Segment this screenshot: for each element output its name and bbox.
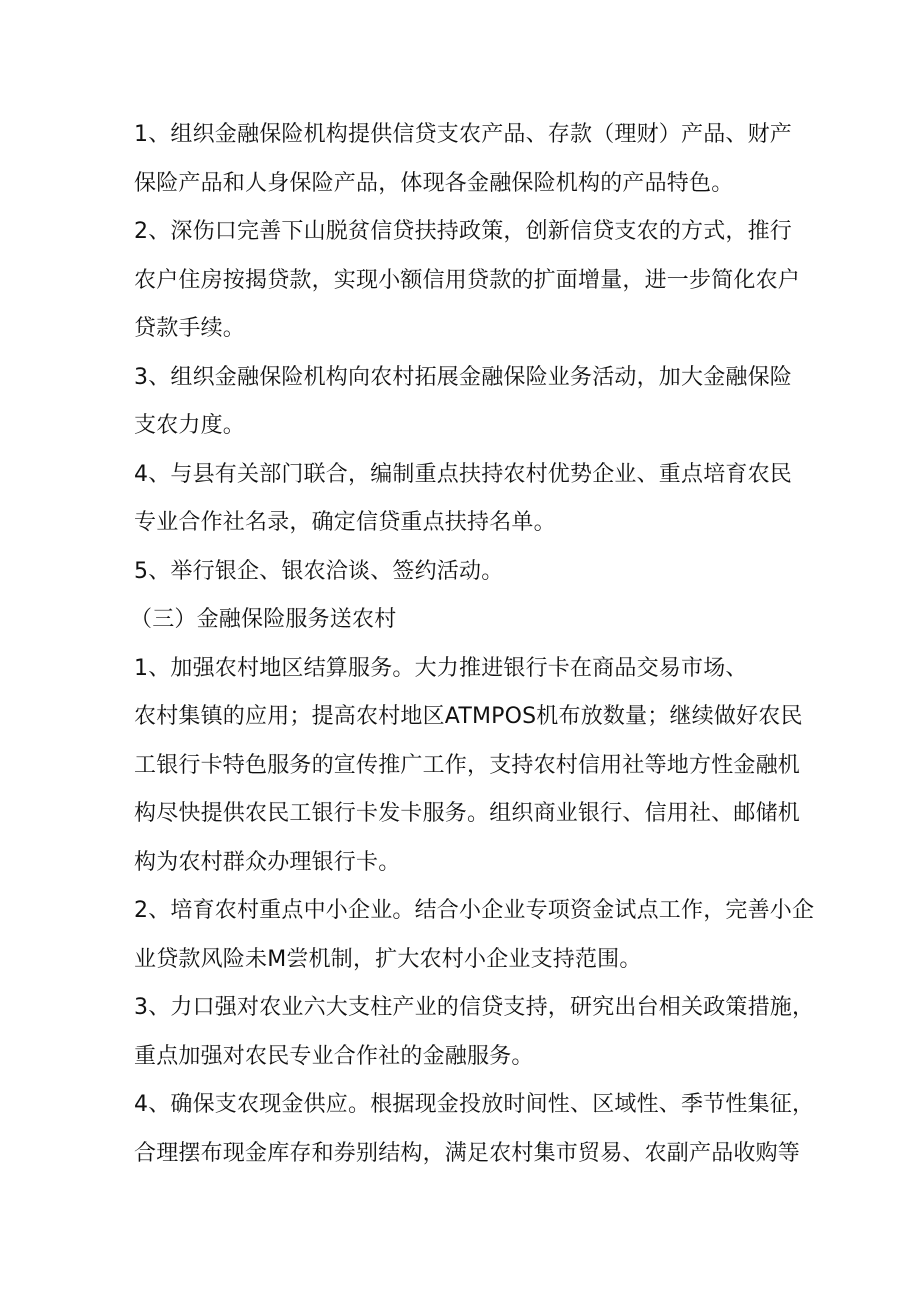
paragraph-line: 贷款手续。	[134, 316, 246, 341]
paragraph-line: 农户住房按揭贷款，实现小额信用贷款的扩面增量，进一步简化农户	[134, 267, 801, 293]
paragraph-line: 4、确保支农现金供应。根据现金投放时间性、区域性、季节性集征，	[134, 1092, 815, 1117]
paragraph-line: 构为农村群众办理银行卡。	[134, 849, 401, 875]
paragraph-line: 4、与县有关部门联合，编制重点扶持农村优势企业、重点培育农民	[134, 461, 792, 487]
section-heading: （三）金融保险服务送农村	[130, 607, 397, 632]
paragraph-line: 3、组织金融保险机构向农村拓展金融保险业务活动，加大金融保险	[134, 364, 792, 390]
paragraph-line: 3、力口强对农业六大支柱产业的信贷支持，研究出台相关政策措施，	[134, 995, 815, 1020]
paragraph-line: 业贷款风险未M尝机制，扩大农村小企业支持范围。	[134, 946, 642, 972]
paragraph-line: 1、组织金融保险机构提供信贷支农产品、存款（理财）产品、财产	[134, 122, 792, 147]
paragraph-line: 工银行卡特色服务的宣传推广工作，支持农村信用社等地方性金融机	[134, 752, 801, 778]
paragraph-line: 5、举行银企、银农洽谈、签约活动。	[134, 558, 504, 584]
paragraph-line: 专业合作社名录，确定信贷重点扶持名单。	[134, 510, 556, 535]
paragraph-line: 重点加强对农民专业合作社的金融服务。	[134, 1043, 534, 1069]
paragraph-line: 农村集镇的应用；提高农村地区ATMPOS机布放数量；继续做好农民	[134, 704, 803, 729]
paragraph-line: 构尽快提供农民工银行卡发卡服务。组织商业银行、信用社、邮储机	[134, 801, 801, 826]
paragraph-line: 支农力度。	[134, 413, 246, 438]
paragraph-line: 2、培育农村重点中小企业。结合小企业专项资金试点工作，完善小企	[134, 898, 815, 923]
document-body	[130, 111, 815, 1178]
paragraph-line: 2、深伤口完善下山脱贫信贷扶持政策，创新信贷支农的方式，推行	[134, 219, 792, 244]
paragraph-line: 保险产品和人身保险产品，体现各金融保险机构的产品特色。	[134, 170, 734, 196]
paragraph-line: 1、加强农村地区结算服务。大力推进银行卡在商品交易市场、	[134, 655, 748, 681]
paragraph-line: 合理摆布现金库存和券别结构，满足农村集市贸易、农副产品收购等	[134, 1140, 801, 1166]
